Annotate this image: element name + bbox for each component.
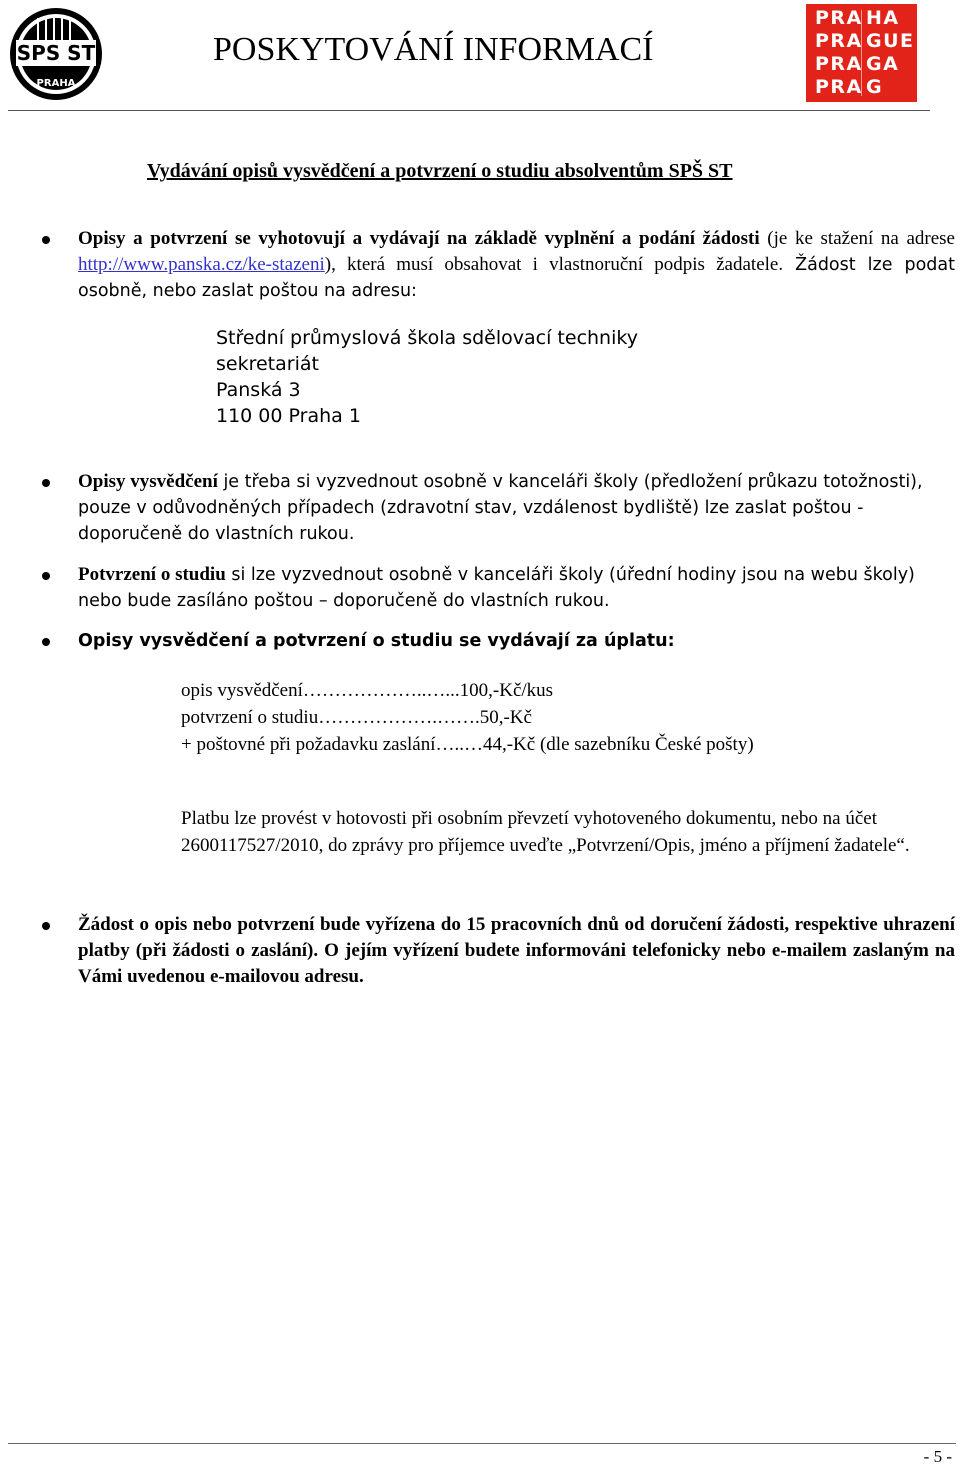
praha-logo-row2-right: GUE — [866, 30, 915, 52]
header-divider — [8, 110, 930, 111]
school-logo — [8, 6, 104, 102]
praha-logo-row2-left: PRA — [815, 30, 863, 52]
page-title: POSKYTOVÁNÍ INFORMACÍ — [213, 31, 654, 68]
paragraph-study-confirmation — [78, 562, 955, 614]
praha-logo-row3-left: PRA — [815, 53, 863, 75]
price-item-postage: + poštovné při požadavku zaslání…..…44,-Kč (dle sazebníku České pošty) — [181, 734, 754, 755]
bullet-dot-1 — [42, 236, 50, 244]
bullet-dot-5 — [42, 922, 50, 930]
school-logo-subtext: PRAHA — [36, 78, 76, 89]
praha-logo-row1-right: HA — [866, 7, 900, 29]
request-form-text-2: ), která musí obsahovat i vlastnoruční podpis žadatele. — [324, 254, 784, 275]
praha-logo-row4-right: G — [866, 76, 884, 98]
address-line-school: Střední průmyslová škola sdělovací techniky — [216, 327, 638, 349]
report-copies-text: je třeba si vyzvednout osobně v kanceláři školy (předložení průkazu totožnosti), pouze v odůvodněných případech (zdravotní stav, vzdálenost bydliště) lze zaslat poštou - doporučeně do vlastních rukou. — [78, 472, 923, 544]
payment-info: Platbu lze provést v hotovosti při osobním převzetí vyhotoveného dokumentu, nebo na účet 2600117527/2010, do zprávy pro příjemce uveďte „Potvrzení/Opis, jméno a příjmení žadatele“. — [181, 808, 910, 856]
paragraph-report-copies — [78, 469, 955, 547]
address-line-office: sekretariát — [216, 353, 319, 375]
paragraph-processing-time: Žádost o opis nebo potvrzení bude vyřízena do 15 pracovních dnů od doručení žádosti, respektive uhrazení platby (při žádosti o zaslání). O jejím vyřízení budete informováni telefonicky nebo e-mailem zaslaným na Vámi uvedenou e-mailovou adresu. — [78, 914, 955, 987]
report-copies-bold: Opisy vysvědčení — [78, 471, 218, 492]
paragraph-fee-heading: Opisy vysvědčení a potvrzení o studiu se vydávají za úplatu: — [78, 631, 675, 651]
address-line-city: 110 00 Praha 1 — [216, 405, 361, 427]
school-address — [216, 325, 638, 429]
study-confirmation-text: si lze vyzvednout osobně v kanceláři školy (úřední hodiny jsou na webu školy) nebo bude zasíláno poštou – doporučeně do vlastních rukou. — [78, 565, 915, 611]
request-form-text-3: Žádost lze podat osobně, nebo zaslat poštou na adresu: — [78, 255, 955, 301]
study-confirmation-bold: Potvrzení o studiu — [78, 564, 226, 585]
paragraph-request-form — [78, 226, 955, 304]
praha-logo-row4-left: PRA — [815, 76, 863, 98]
praha-logo — [806, 4, 917, 102]
school-logo-text: SPS ST — [16, 41, 96, 65]
page-number: - 5 - — [923, 1447, 952, 1466]
praha-logo-row1-left: PRA — [815, 7, 863, 29]
school-logo-graphic — [8, 6, 104, 102]
price-item-confirmation: potvrzení o studiu……………….…….50,-Kč — [181, 707, 532, 728]
request-form-bold: Opisy a potvrzení se vyhotovují a vydávají na základě vyplnění a podání žádosti — [78, 228, 760, 249]
bullet-dot-4 — [42, 638, 50, 646]
download-link[interactable]: http://www.panska.cz/ke-stazeni — [78, 254, 325, 275]
bullet-dot-3 — [42, 572, 50, 580]
price-item-report-copy: opis vysvědčení………………..…...100,-Kč/kus — [181, 680, 554, 701]
address-line-street: Panská 3 — [216, 379, 301, 401]
praha-logo-row3-right: GA — [866, 53, 900, 75]
footer-divider — [8, 1443, 956, 1444]
price-list — [181, 677, 754, 758]
bullet-dot-2 — [42, 479, 50, 487]
section-title: Vydávání opisů vysvědčení a potvrzení o studiu absolventům SPŠ ST — [147, 160, 733, 182]
request-form-text-1: (je ke stažení na adrese — [759, 228, 955, 249]
